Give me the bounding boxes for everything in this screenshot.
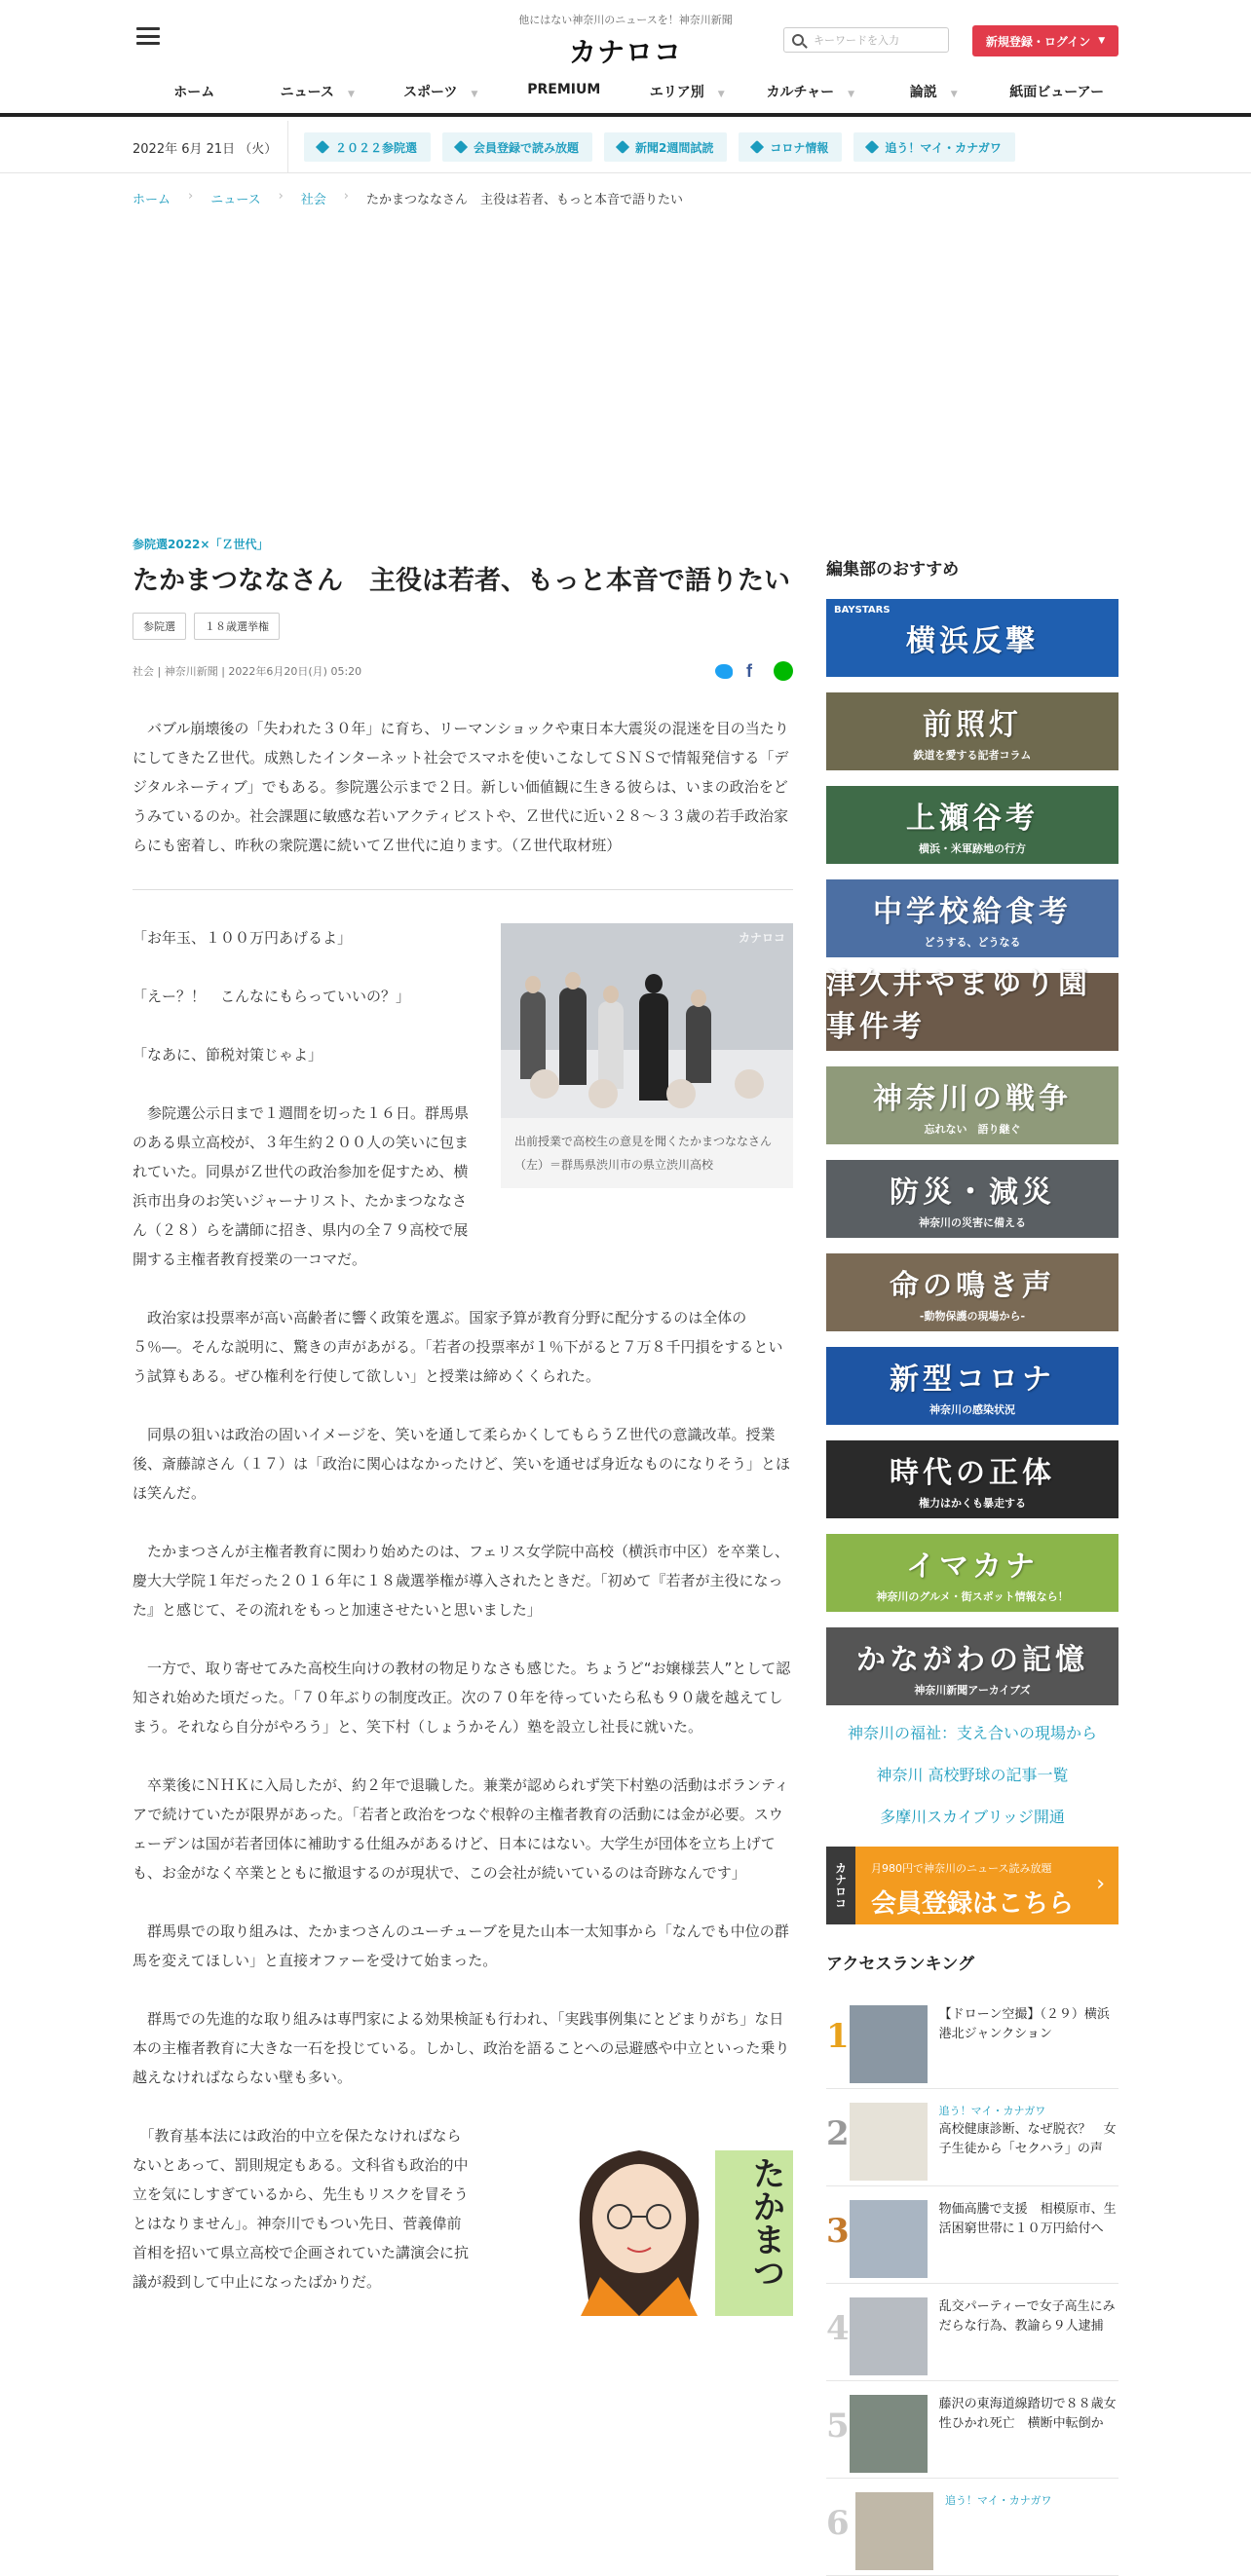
article-paragraph: 群馬県での取り組みは、たかまつさんのユーチューブを見た山本一太知事から「なんでも中位の群馬を変えてほしい」と直接オファーを受けて始まった。 (133, 1923, 789, 1969)
ranking-item[interactable] (826, 2186, 1118, 2284)
nav-item-5[interactable] (749, 82, 873, 109)
banner-title: 上瀬谷考 (906, 802, 1039, 836)
ranking-category: 追う！マイ・カナガワ (938, 2105, 1046, 2117)
ranking-text-box (939, 2395, 1118, 2434)
banner-subtitle: 権力はかくも暴走する (919, 1497, 1026, 1510)
ranking-text-box (939, 2200, 1118, 2239)
ranking-category: 追う！マイ・カナガワ (945, 2494, 1052, 2507)
ranking-number: 6 (826, 2504, 850, 2543)
banner-title: 時代の正体 (890, 1456, 1055, 1490)
search-placeholder: キーワードを入力 (814, 34, 899, 47)
article-photo-box (501, 923, 793, 1188)
recommend-banner-4[interactable] (826, 967, 1118, 1064)
nav-item-label: 紙面ビューアー (1009, 85, 1105, 100)
recommend-banner-8[interactable] (826, 1347, 1118, 1425)
chevron-right-icon: › (188, 189, 194, 204)
nav-item-label: エリア別 (649, 85, 704, 100)
article-paragraph: 「えー？！ こんなにもらっていいの？」 (133, 988, 411, 1005)
banner-subtitle: 横浜・米軍跡地の行方 (919, 842, 1026, 855)
article-paragraph: 参院選公示日まで１週間を切った１６日。群馬県のある県立高校が、３年生約２００人の笑いに包まれていた。同県がＺ世代の政治参加を促すため、横浜市出身のお笑いジャーナリスト、たかまつななさん（２８）らを講師に招き、県内の全７９高校で展開する主権者教育授業の一コマだ。 (133, 1104, 470, 1268)
site-header (0, 0, 1251, 117)
recommend-banner-2[interactable] (826, 786, 1118, 864)
facebook-icon[interactable]: f (746, 661, 752, 681)
article (133, 536, 793, 2326)
ranking-text-box (939, 2103, 1118, 2159)
banner-subtitle: 忘れない 語り継ぐ (924, 1123, 1021, 1136)
share-buttons (715, 661, 793, 681)
site-tagline: 他にはない神奈川のニュースを！神奈川新聞 (518, 14, 733, 26)
article-title: たかまつななさん 主役は若者、もっと本音で語りたい (133, 566, 790, 596)
tag-icon (316, 140, 329, 154)
banner-title: かながわの記憶 (856, 1643, 1088, 1677)
ranking-heading: アクセスランキング (826, 1955, 974, 1974)
member-small-text: 月980円で神奈川のニュース読み放題 (871, 1862, 1052, 1875)
topic-tag-label: コロナ情報 (770, 140, 829, 155)
ranking-title: 藤沢の東海道線踏切で８８歳女性ひかれ死亡 横断中転倒か (938, 2397, 1117, 2431)
ranking-title: 高校健康診断、なぜ脱衣？ 女子生徒から「セクハラ」の声 (938, 2122, 1117, 2156)
recommend-banner-9[interactable] (826, 1440, 1118, 1518)
banner-title: イマカナ (906, 1549, 1039, 1584)
banner-tag: BAYSTARS (834, 605, 891, 616)
ranking-number: 3 (826, 2212, 850, 2251)
banner-title: 中学校給食考 (873, 895, 1072, 929)
ranking-text-box (945, 2492, 1052, 2510)
chevron-down-icon: ▼ (848, 90, 854, 99)
ranking-item[interactable] (826, 2479, 1118, 2576)
recommend-banner-5[interactable] (826, 1066, 1118, 1144)
main-nav (133, 82, 1118, 109)
article-paragraph: 「お年玉、１００万円あげるよ」 (133, 929, 353, 947)
topic-tag-label: 新聞2週間試読 (635, 140, 714, 155)
site-logo[interactable]: カナロコ (568, 36, 682, 68)
ranking-item[interactable] (826, 2284, 1118, 2381)
banner-title: 津久井やまゆり園事件考 (826, 967, 1091, 1044)
nav-item-4[interactable] (626, 82, 749, 109)
member-big-text: 会員登録はこちら (871, 1889, 1075, 1919)
chevron-down-icon: ▼ (347, 90, 355, 99)
ranking-thumbnail (855, 2492, 933, 2570)
tag-icon (750, 140, 764, 154)
search-icon (792, 34, 804, 46)
banner-subtitle: 神奈川の災害に備える (919, 1216, 1026, 1229)
breadcrumb (133, 189, 683, 207)
ranking-item[interactable] (826, 2381, 1118, 2479)
article-paragraph: 「なあに、節税対策じゃよ」 (133, 1046, 323, 1064)
photo-watermark: カナロコ (738, 931, 785, 945)
article-paragraph: 政治家は投票率が高い高齢者に響く政策を選ぶ。国家予算が教育分野に配分するのは全体の５％―。そんな説明に、驚きの声があがる。「若者の投票率が１％下がると７万８千円損をするという試算もある。ぜひ権利を行使して欲しい」と授業は締めくくられた。 (133, 1309, 783, 1385)
topic-tag[interactable] (853, 132, 1015, 162)
recommend-banner-3[interactable] (826, 879, 1118, 957)
article-kicker[interactable]: 参院選2022×「Ｚ世代」 (133, 538, 269, 551)
banner-title: 防災・減災 (890, 1176, 1055, 1210)
banner-subtitle: どうする、どうなる (924, 936, 1021, 949)
sidebar-link[interactable]: 多摩川スカイブリッジ開通 (880, 1808, 1065, 1826)
banner-subtitle: 鉄道を愛する記者コラム (913, 749, 1032, 762)
ranking-title: 【ドローン空撮】（２９）横浜港北ジャンクション (938, 2007, 1110, 2041)
recommend-banner-7[interactable] (826, 1253, 1118, 1331)
breadcrumb-item[interactable]: ニュース (210, 193, 261, 207)
ranking-thumbnail (850, 2005, 928, 2083)
banner-subtitle: 相模原障害者殺傷 (929, 1051, 1015, 1064)
recommend-banner-1[interactable] (826, 692, 1118, 770)
current-date: 2022年 6月 21日 （火） (133, 121, 288, 173)
chevron-down-icon: ▼ (1098, 36, 1106, 46)
article-lead: バブル崩壊後の「失われた３０年」に育ち、リーマンショックや東日本大震災の混迷を目の当たりにしてきたＺ世代。成熟したインターネット社会でスマホを使いこなしてＳＮＳで情報発信する「デジタルネーティブ」でもある。参院選公示まで２日。新しい価値観に生きる彼らは、いまの政治をどうみているのか。社会課題に敏感な若いアクティビストや、Ｚ世代に近い２８～３３歳の若手政治家らにも密着し、昨秋の衆院選に続いてＺ世代に迫ります。（Ｚ世代取材班） (133, 714, 793, 890)
article-paragraph: たかまつさんが主権者教育に関わり始めたのは、フェリス女学院中高校（横浜市中区）を卒業し、慶大大学院１年だった２０１６年に１８歳選挙権が導入されたときだ。「初めて『若者が主役になった』と感じて、その流れをもっと加速させたいと思いました」 (133, 1543, 789, 1619)
article-paragraph: 同県の狙いは政治の固いイメージを、笑いを通して柔らかくしてもらうＺ世代の意識改革。授業後、斎藤諒さん（１７）は「政治に関心はなかったけど、笑いを通せば身近なものになりそう」とほほ笑んだ。 (133, 1426, 791, 1502)
tag-icon (616, 140, 629, 154)
article-paragraph: 群馬での先進的な取り組みは専門家による効果検証も行われ、「実践事例集にとどまりがち」な日本の主権者教育に大きな一石を投じている。しかし、政治を語ることへの忌避感や中立といった乗り越えなければならない壁も多い。 (133, 2010, 790, 2086)
ranking-number: 1 (826, 2017, 850, 2056)
breadcrumb-item: たかまつななさん 主役は若者、もっと本音で語りたい (366, 193, 684, 207)
breadcrumb-item[interactable]: ホーム (133, 193, 171, 207)
nav-item-2[interactable] (379, 82, 503, 109)
chevron-down-icon: ▼ (471, 90, 478, 99)
twitter-icon[interactable] (715, 664, 733, 679)
banner-title: 命の鳴き声 (890, 1269, 1055, 1303)
ranking-thumbnail (850, 2200, 928, 2278)
nav-item-label: ホーム (173, 85, 215, 100)
nav-item-label: スポーツ (403, 85, 458, 100)
article-paragraph: 卒業後にＮＨＫに入局したが、約２年で退職した。兼業が認められず笑下村塾の活動はボランティアで続けていたが限界があった。「若者と政治をつなぐ根幹の主権者教育の活動には金が必要。スウェーデンは国が若者団体に補助する仕組みがあるけど、日本にはない。大学生が団体を立ち上げても、お金がなく卒業とともに撤退するのが現状で、この会社が続いているのは奇跡なんです」 (133, 1776, 789, 1882)
topic-tag[interactable] (442, 132, 592, 162)
member-side-label: カナロコ (826, 1847, 855, 1924)
nav-item-0[interactable] (133, 82, 256, 109)
search-input[interactable] (783, 27, 949, 53)
topic-tag-label: 会員登録で読み放題 (474, 140, 580, 155)
nav-item-7[interactable] (996, 82, 1119, 109)
ranking-thumbnail (850, 2103, 928, 2181)
banner-title: 前照灯 (923, 708, 1022, 742)
banner-subtitle: 神奈川の感染状況 (929, 1403, 1015, 1416)
editor-picks-heading: 編集部のおすすめ (826, 560, 960, 579)
photo-caption: 出前授業で高校生の意見を聞くたかまつななさん（左）＝群馬県渋川市の県立渋川高校 (514, 1135, 773, 1172)
chevron-down-icon: ▼ (950, 90, 958, 99)
nav-item-label: 論説 (909, 85, 937, 100)
register-login-button[interactable] (972, 25, 1118, 56)
chevron-right-icon: › (343, 189, 349, 204)
tag-icon (865, 140, 879, 154)
article-photo[interactable] (501, 923, 793, 1118)
banner-title: 横浜反撃 (906, 624, 1039, 658)
chevron-down-icon: ▼ (717, 90, 725, 99)
nav-item-1[interactable] (256, 82, 380, 109)
nav-item-label: PREMIUM (527, 82, 601, 97)
recommend-banner-11[interactable] (826, 1627, 1118, 1705)
recommend-banner-0[interactable] (826, 599, 1118, 677)
nav-item-3[interactable] (503, 82, 626, 109)
banner-subtitle: -動物保護の現場から- (919, 1310, 1026, 1323)
article-meta (133, 661, 793, 681)
sidebar-link[interactable]: 神奈川の福祉：支え合いの現場から (847, 1724, 1097, 1742)
ranking-number: 2 (826, 2114, 850, 2153)
cartoon-illustration (542, 2121, 793, 2316)
keyword-tag[interactable]: １８歳選挙権 (194, 613, 280, 640)
recommend-banner-10[interactable] (826, 1534, 1118, 1612)
article-meta-text: 社会 | 神奈川新聞 | 2022年6月20日(月) 05:20 (133, 665, 362, 678)
chevron-right-icon: › (278, 189, 284, 204)
banner-subtitle: 神奈川新聞アーカイブズ (914, 1684, 1031, 1697)
topic-tag-label: 追う！マイ・カナガワ (885, 140, 1002, 155)
ranking-title: 乱交パーティーで女子高生にみだらな行為、教諭ら９人逮捕 (938, 2299, 1116, 2333)
sidebar-link[interactable]: 神奈川 高校野球の記事一覧 (876, 1766, 1069, 1784)
nav-item-6[interactable] (872, 82, 996, 109)
article-body (133, 923, 793, 2296)
keyword-tags (133, 613, 793, 640)
topic-tag-label: ２０２２参院選 (335, 140, 418, 155)
topic-tags (304, 132, 1015, 162)
nav-item-label: カルチャー (766, 85, 835, 100)
register-login-label: 新規登録・ログイン (985, 34, 1091, 49)
nav-item-label: ニュース (280, 85, 334, 100)
ranking-item[interactable] (826, 1992, 1118, 2089)
ranking-thumbnail (850, 2395, 928, 2473)
topic-tag[interactable] (604, 132, 727, 162)
tag-icon (454, 140, 468, 154)
banner-title: 神奈川の戦争 (873, 1082, 1072, 1116)
article-paragraph: 一方で、取り寄せてみた高校生向けの教材の物足りなさも感じた。ちょうど“お嬢様芸人”として認知され始めた頃だった。「７０年ぶりの制度改正。次の７０年を待っていたら私も９０歳を越えてしまう。それなら自分がやろう」と、笑下村（しょうかそん）塾を設立し社長に就いた。 (133, 1660, 791, 1736)
cartoon-text: たかまつ (746, 2156, 785, 2289)
banner-subtitle: 神奈川のグルメ・街スポット情報なら！ (876, 1590, 1069, 1603)
ranking-text-box (939, 2297, 1118, 2336)
member-register-banner[interactable] (826, 1847, 1118, 1924)
ranking-item[interactable] (826, 2089, 1118, 2186)
recommend-banner-6[interactable] (826, 1160, 1118, 1238)
article-paragraph: 「教育基本法には政治的中立を保たなければならないとあって、罰則規定もある。文科省も政治的中立を気にしすぎているから、先生もリスクを冒そうとはなりません」。神奈川でもつい先日、菅義偉前首相を招いて県立高校で企画されていた講演会に抗議が殺到して中止になったばかりだ。 (133, 2127, 470, 2291)
breadcrumb-item[interactable]: 社会 (300, 193, 326, 207)
line-icon[interactable] (774, 661, 793, 681)
ranking-title: 物価高騰で支援 相模原市、生活困窮世帯に１０万円給付へ (938, 2202, 1117, 2236)
tag-bar (0, 121, 1251, 173)
banner-title: 新型コロナ (890, 1363, 1055, 1397)
topic-tag[interactable] (304, 132, 431, 162)
chevron-right-icon: › (1096, 1872, 1105, 1896)
ranking-thumbnail (850, 2297, 928, 2375)
ranking-number: 5 (826, 2407, 850, 2445)
ranking-text-box (939, 2005, 1118, 2044)
keyword-tag[interactable]: 参院選 (133, 613, 186, 640)
topic-tag[interactable] (739, 132, 842, 162)
ranking-number: 4 (826, 2309, 850, 2348)
sidebar (826, 555, 1118, 2576)
